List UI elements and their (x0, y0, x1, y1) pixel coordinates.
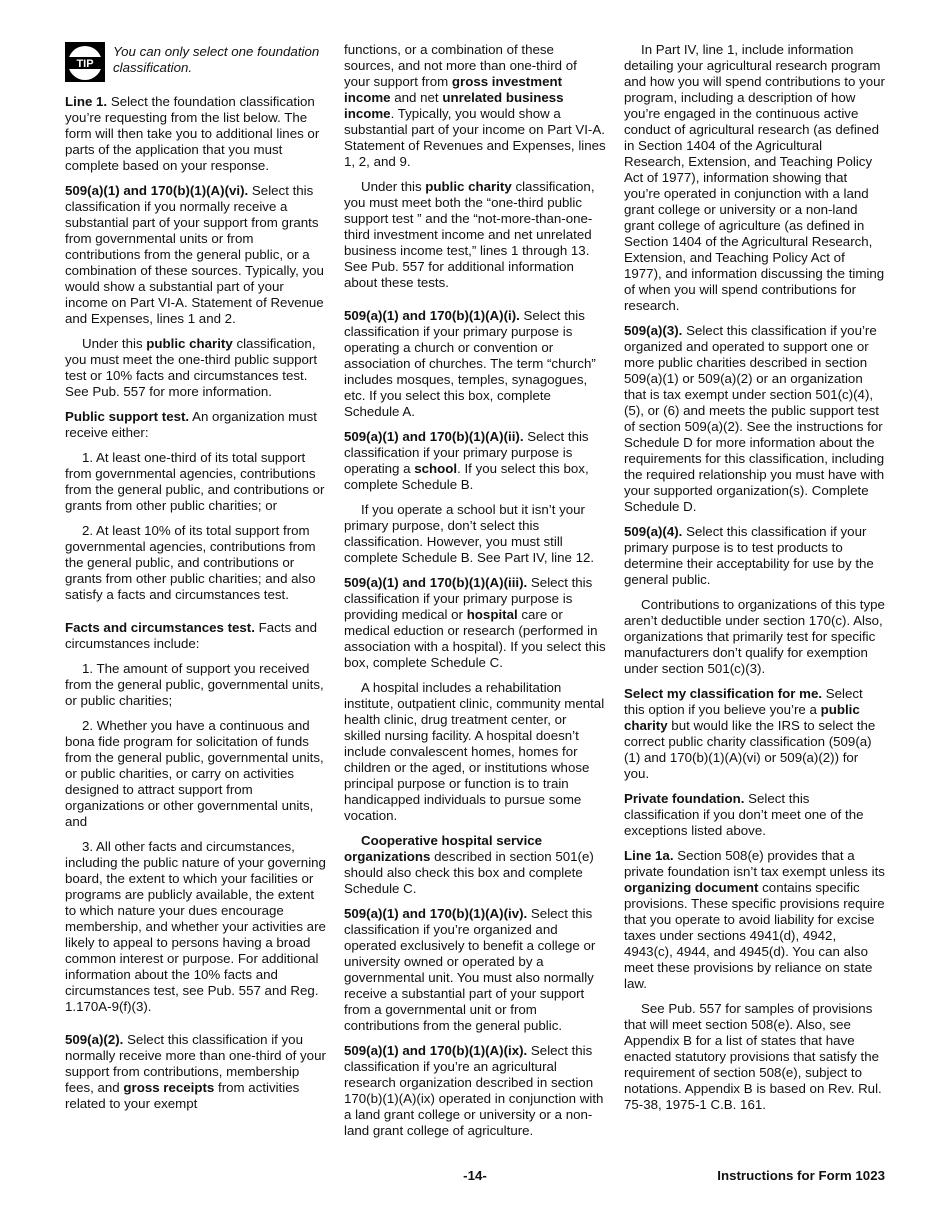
iv-paragraph: 509(a)(1) and 170(b)(1)(A)(iv). Select this classification if you’re organized and operated exclusively to benefit a college or university owned or operated by a governmental unit. You must also normally receive a substantial part of your support from a governmental unit or from contributions from the general public. (344, 906, 596, 1033)
iii-heading: 509(a)(1) and 170(b)(1)(A)(iii). (344, 575, 528, 590)
document-title: Instructions for Form 1023 (717, 1168, 885, 1183)
line-1-paragraph: Line 1. Select the foundation classification you’re requesting from the list below. The form will then take you to additional lines or parts of the application that you must complete based on your response. (65, 94, 320, 173)
vi-paragraph: 509(a)(1) and 170(b)(1)(A)(vi). Select this classification if you normally receive a substantial part of your support from grants from governmental units or from contributions from the general public, or a combination of these sources. Typically, you would show a substantial part of your income on Part VI-A. Statement of Revenue and Expenses, lines 1 and 2. (65, 183, 324, 326)
tip-box (65, 42, 327, 82)
a2-public-charity-note: Under this public charity classification, you must meet both the “one-third public support test ” and the “not-more-than-one-third investment income and net unrelated business income test,” lines 1 through 13. See Pub. 557 for additional information about these tests. (344, 179, 595, 290)
ii-paragraph: 509(a)(1) and 170(b)(1)(A)(ii). Select this classification if your primary purpose is operating a school. If you select this box, complete Schedule B. (344, 429, 589, 492)
a3-heading: 509(a)(3). (624, 323, 683, 338)
tip-icon (65, 42, 105, 82)
facts-heading: Facts and circumstances test. (65, 620, 255, 635)
tip-text: You can only select one foundation classification. (113, 44, 320, 75)
column-2 (344, 42, 606, 1148)
line-1a-heading: Line 1a. (624, 848, 674, 863)
vi-heading: 509(a)(1) and 170(b)(1)(A)(vi). (65, 183, 249, 198)
select-for-me-heading: Select my classification for me. (624, 686, 823, 701)
private-foundation-paragraph: Private foundation. Select this classification if you don’t meet one of the exceptions listed above. (624, 791, 864, 838)
facts-circumstances-test: Facts and circumstances test. Facts and circumstances include: (65, 620, 318, 651)
i-paragraph: 509(a)(1) and 170(b)(1)(A)(i). Select this classification if your primary purpose is operating a church or convention or association of churches. The term “church” includes mosques, temples, synagogues, etc. If you select this box, complete Schedule A. (344, 308, 596, 419)
page-number: -14- (463, 1168, 487, 1183)
column-3 (624, 42, 886, 1122)
a3-paragraph: 509(a)(3). Select this classification if you’re organized and operated to support one or more public charities described in section 509(a)(1) or 509(a)(2) or an organization that is tax exempt under section 501(c)(4), (5), or (6) and meets the public support test of section 509(a)(2). See the instructions for Schedule D for more information about the requirements for this classification, including the required relationship you must have with your supported organization(s). Complete Schedule D. (624, 323, 885, 514)
school-note: If you operate a school but it isn’t your primary purpose, don’t select this classification. However, you must still complete Schedule B. See Part IV, line 12. (344, 502, 595, 565)
public-support-item-1: 1. At least one-third of its total support from governmental agencies, contributions from the general public, and contributions or grants from other public charities; or (65, 450, 325, 513)
public-support-heading: Public support test. (65, 409, 190, 424)
facts-item-3: 3. All other facts and circumstances, including the public nature of your governing board, the extent to which your facilities or programs are publicly available, the extent to which nature your dues encourage membership, and whether your activities are likely to appeal to persons having a broad common interest or purpose. For additional information about the 10% facts and circumstances test, see Pub. 557 and Reg. 1.170A-9(f)(3). (65, 839, 326, 1014)
public-charity-note: Under this public charity classification, you must meet the one-third public support test or 10% facts and circumstances test. See Pub. 557 for more information. (65, 336, 318, 399)
a4-heading: 509(a)(4). (624, 524, 683, 539)
a2-heading: 509(a)(2). (65, 1032, 124, 1047)
public-support-item-2: 2. At least 10% of its total support from governmental agencies, contributions from the general public, and contributions or grants from other public charities; and also satisfy a facts and circumstances test. (65, 523, 316, 602)
ii-heading: 509(a)(1) and 170(b)(1)(A)(ii). (344, 429, 524, 444)
pub-557-note: See Pub. 557 for samples of provisions that will meet section 508(e). Also, see Appendix B for a list of states that have enacted statutory provisions that satisfy the requirement of section 508(e), subject to notations. Appendix B is based on Rev. Rul. 75-38, 1975-1 C.B. 161. (624, 1001, 882, 1112)
private-foundation-heading: Private foundation. (624, 791, 745, 806)
public-support-test: Public support test. An organization must receive either: (65, 409, 317, 440)
iv-heading: 509(a)(1) and 170(b)(1)(A)(iv). (344, 906, 528, 921)
column-1 (65, 42, 327, 1121)
i-heading: 509(a)(1) and 170(b)(1)(A)(i). (344, 308, 520, 323)
cooperative-hospital-note: Cooperative hospital service organizations described in section 501(e) should also check this box and complete Schedule C. (344, 833, 594, 896)
line-1-heading: Line 1. (65, 94, 108, 109)
part-iv-note: In Part IV, line 1, include information detailing your agricultural research program and how you will spend contributions to your program, including a description of how you’re engaged in the continuous active conduct of agricultural research (as defined in Section 1404 of the Agricultural Research, Extension, and Teaching Policy Act of 1977), information showing that you’re operated in conjunction with a land grant college or university or a non-land grant college of agriculture (as defined in Section 1404 of the Agricultural Research, Extension, and Teaching Policy Act of 1977), and information discussing the timing of when you will spend contributions for research. (624, 42, 885, 313)
select-for-me-paragraph: Select my classification for me. Select this option if you believe you’re a public charity but would like the IRS to select the correct public charity classification (509(a)(1) and 170(b)(1)(A)(vi) or 509(a)(2)) for you. (624, 686, 876, 781)
a2-paragraph: 509(a)(2). Select this classification if you normally receive more than one-third of your support from contributions, membership fees, and gross receipts from activities related to your exempt (65, 1032, 326, 1111)
line-1a-paragraph: Line 1a. Section 508(e) provides that a private foundation isn’t tax exempt unless its organizing document contains specific provisions. These specific provisions require that you operate to avoid liability for excise taxes under sections 4941(d), 4942, 4943(c), 4944, and 4945(d). You can also meet these provisions by reliance on state law. (624, 848, 885, 991)
a2-continuation: functions, or a combination of these sources, and not more than one-third of your support from gross investment income and net unrelated business income. Typically, you would show a substantial part of your income on Part VI-A. Statement of Revenues and Expenses, lines 1, 2, and 9. (344, 42, 606, 169)
facts-item-2: 2. Whether you have a continuous and bona fide program for solicitation of funds from the general public, governmental units, or public charities, or carry on activities designed to attract support from organizations or other governmental units, and (65, 718, 324, 829)
iii-paragraph: 509(a)(1) and 170(b)(1)(A)(iii). Select this classification if your primary purpose is providing medical or hospital care or medical eduction or research (performed in association with a hospital). If you select this box, complete Schedule C. (344, 575, 606, 670)
tip-icon-label: TIP (76, 58, 94, 70)
hospital-note: A hospital includes a rehabilitation institute, outpatient clinic, community mental health clinic, drug treatment center, or skilled nursing facility. A hospital doesn’t include convalescent homes, homes for children or the aged, or institutions whose principal purpose or function is to train handicapped individuals to pursue some vocation. (344, 680, 605, 823)
facts-item-1: 1. The amount of support you received from the general public, governmental units, or public charities; (65, 661, 324, 708)
ix-heading: 509(a)(1) and 170(b)(1)(A)(ix). (344, 1043, 528, 1058)
a4-note: Contributions to organizations of this type aren’t deductible under section 170(c). Also, organizations that primarily test for specific manufacturers don’t qualify for exemption under section 501(c)(3). (624, 597, 885, 676)
a4-paragraph: 509(a)(4). Select this classification if your primary purpose is to test products to determine their acceptability for use by the general public. (624, 524, 874, 587)
ix-paragraph: 509(a)(1) and 170(b)(1)(A)(ix). Select this classification if you’re an agricultural research organization described in section 170(b)(1)(A)(ix) operated in conjunction with a land grant college or university or a non-land grant college of agriculture. (344, 1043, 604, 1138)
